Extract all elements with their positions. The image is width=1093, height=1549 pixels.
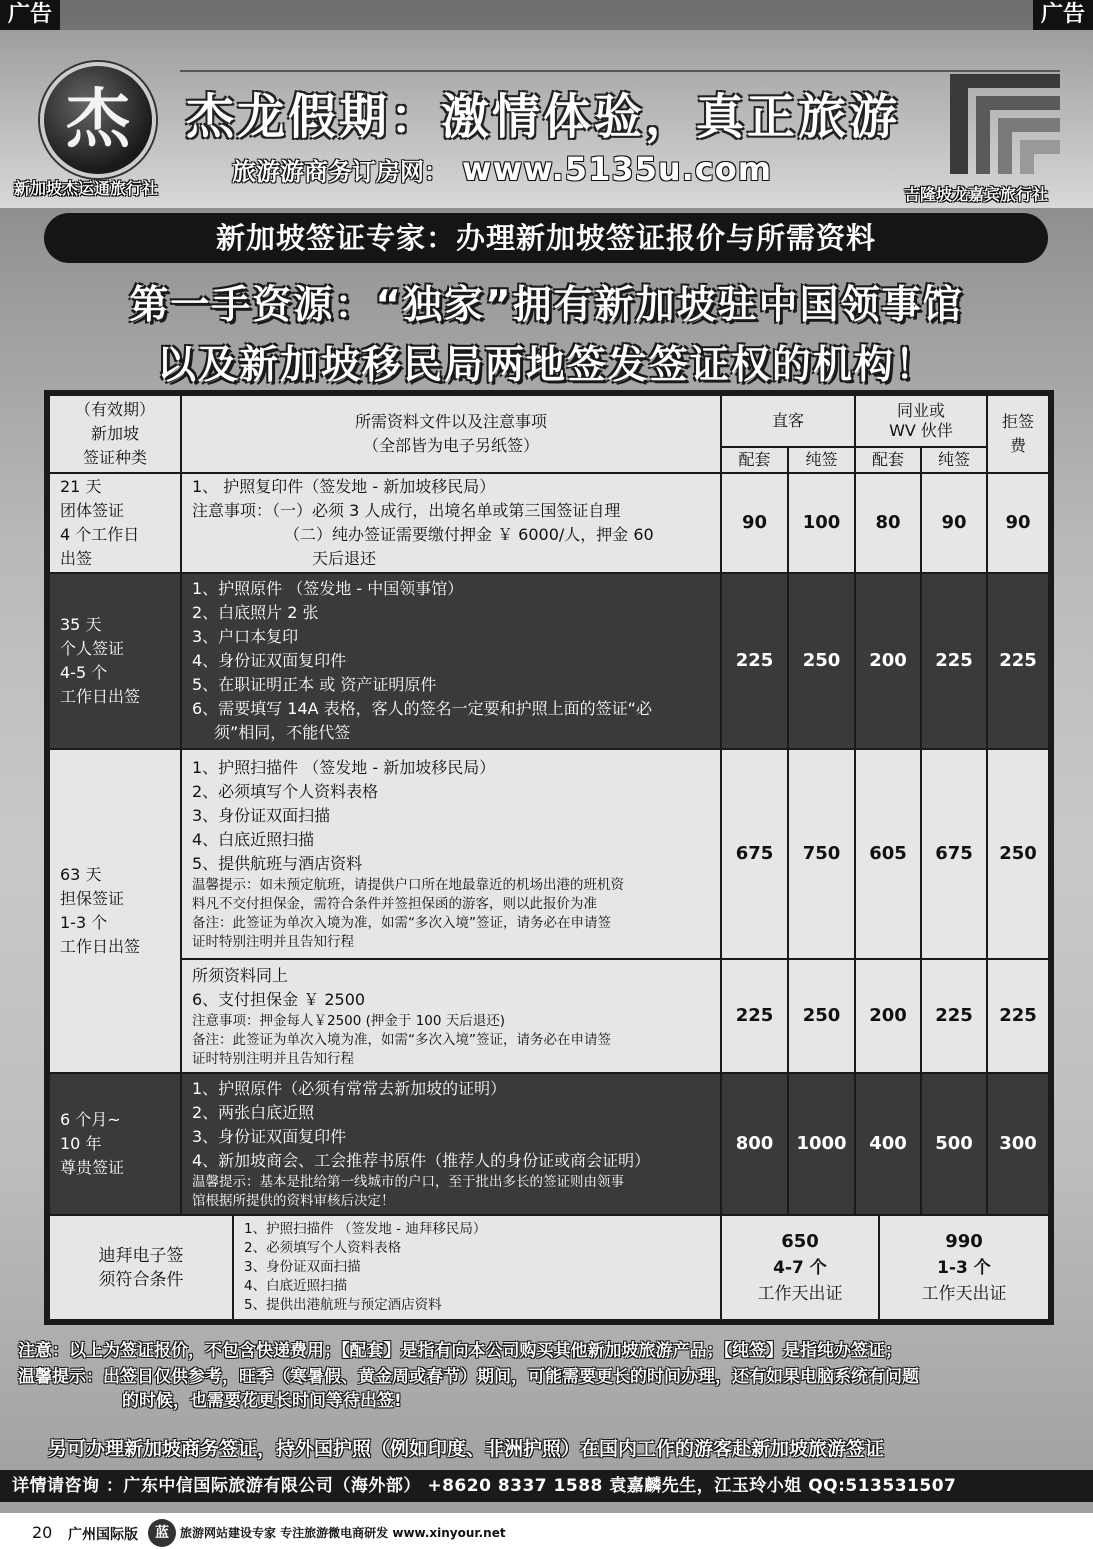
- note-line-2: 温馨提示：出签日仅供参考，旺季（寒暑假、黄金周或春节）期间，可能需要更长的时间办理，还有如果电脑系统有问题: [18, 1367, 919, 1387]
- row2-doc-line: 6、需要填写 14A 表格，客人的签名一定要和护照上面的签证“必: [192, 699, 652, 718]
- ad-tag-right: 广告: [1033, 0, 1093, 30]
- row2-type-line: 工作日出签: [60, 687, 141, 706]
- row2-doc-line: 2、白底照片 2 张: [192, 603, 319, 622]
- row1-doc-line: 1、 护照复印件（签发地 - 新加坡移民局）: [192, 477, 496, 496]
- row1-doc-line: （二）纯办签证需要缴付押金 ￥ 6000/人，押金 60: [284, 525, 654, 544]
- row2-type-line: 个人签证: [60, 639, 125, 658]
- row5-price-trade-pure: 500: [922, 1074, 986, 1214]
- row1-type-line: 4 个工作日: [60, 525, 140, 544]
- row2-type-line: 35 天: [60, 615, 102, 634]
- row3-doc-line: 4、白底近照扫描: [192, 830, 315, 849]
- row6-type-line: 须符合条件: [98, 1269, 184, 1290]
- header-subline: [232, 150, 772, 188]
- row2-doc-line: 1、护照原件 （签发地 - 中国领事馆）: [192, 579, 464, 598]
- row3-note-line: 温馨提示：如未预定航班，请提供户口所在地最靠近的机场出港的班机资: [192, 877, 624, 893]
- header-docs: [182, 396, 720, 472]
- row4-price-direct-pure: 250: [789, 960, 854, 1072]
- banner: 新加坡签证专家：办理新加坡签证报价与所需资料: [44, 213, 1048, 263]
- row2-doc-line: 4、身份证双面复印件: [192, 651, 347, 670]
- row5-doc-line: 4、新加坡商会、工会推荐书原件（推荐人的身份证或商会证明）: [192, 1151, 651, 1170]
- longjia-logo-icon: [950, 74, 1060, 174]
- note-line-3: 的时候，也需要花更长时间等待出签!: [122, 1391, 402, 1411]
- row3-note-line: 备注：此签证为单次入境为准，如需“多次入境”签证，请务必在申请签: [192, 915, 611, 931]
- header-title: 杰龙假期：激情体验，真正旅游: [186, 89, 901, 145]
- row3-price-direct-package: 675: [722, 750, 787, 958]
- row3-doc-line: 1、护照扫描件 （签发地 - 新加坡移民局）: [192, 758, 496, 777]
- row3-doc-line: 3、身份证双面扫描: [192, 806, 331, 825]
- row3-type: [50, 750, 180, 1072]
- row6-doc-line: 1、护照扫描件 （签发地 - 迪拜移民局）: [244, 1221, 487, 1237]
- row5-type-line: 6 个月~: [60, 1110, 121, 1129]
- row6-option-1: [722, 1216, 878, 1319]
- ad-tag-left: 广告: [0, 0, 60, 30]
- logo-left-caption: 新加坡杰运通旅行社: [14, 179, 159, 198]
- row6-doc-line: 3、身份证双面扫描: [244, 1259, 361, 1275]
- sub-label: 旅游游商务订房网：: [232, 158, 448, 186]
- row4-price-direct-package: 225: [722, 960, 787, 1072]
- row1-type-line: 团体签证: [60, 501, 125, 520]
- row6-option-2-note: 工作天出证: [921, 1283, 1007, 1304]
- row6-option-1-price: 650: [781, 1230, 819, 1252]
- header-direct: 直客: [722, 396, 854, 446]
- contact-bar: 详情请咨询 ：广东中信国际旅游有限公司（海外部） +8620 8337 1588 袁嘉麟先生，江玉玲小姐 QQ:513531507: [0, 1470, 1093, 1502]
- row5-price-direct-package: 800: [722, 1074, 787, 1214]
- row3-type-line: 1-3 个: [60, 913, 108, 932]
- row1-doc-line: 注意事项：（一）必须 3 人成行，出境名单或第三国签证自理: [192, 501, 621, 520]
- row2-price-trade-package: 200: [856, 574, 920, 748]
- website-url[interactable]: www.5135u.com: [462, 150, 773, 188]
- visa-price-table: [44, 390, 1054, 1325]
- row2-price-direct-pure: 250: [789, 574, 854, 748]
- row4-doc-line: 所须资料同上: [192, 965, 289, 985]
- header-trade: [856, 396, 986, 446]
- row2-doc-line: 5、在职证明正本 或 资产证明原件: [192, 675, 437, 694]
- row2-doc-line: 须”相同，不能代签: [214, 723, 351, 742]
- row6-doc-line: 4、白底近照扫描: [244, 1278, 348, 1294]
- footer: [0, 1513, 1093, 1549]
- row4-doc-line: 6、支付担保金 ￥ 2500: [192, 989, 366, 1009]
- header-visa-type-line: 签证种类: [82, 448, 147, 467]
- row4-price-refusal: 225: [988, 960, 1048, 1072]
- row6-doc-line: 2、必须填写个人资料表格: [244, 1240, 402, 1256]
- row3-type-line: 工作日出签: [60, 937, 141, 956]
- note-line-1: 注意：以上为签证报价，不包含快递费用；【配套】是指有向本公司购买其他新加坡旅游产品；【纯签】是指纯办签证；: [18, 1341, 902, 1361]
- lan-badge-icon: 蓝: [148, 1519, 176, 1547]
- row5-type-line: 尊贵签证: [60, 1158, 125, 1177]
- row1-price-direct-pure: 100: [789, 474, 854, 572]
- row3-price-trade-pure: 675: [922, 750, 986, 958]
- row1-type: [50, 474, 180, 572]
- row3-docs: [182, 750, 720, 958]
- row2-price-trade-pure: 225: [922, 574, 986, 748]
- row6-docs: [234, 1216, 720, 1319]
- header-trade-line: WV 伙伴: [889, 421, 953, 440]
- row6-option-1-days: 4-7 个: [773, 1257, 827, 1278]
- row1-type-line: 21 天: [60, 477, 102, 496]
- row1-doc-line: 天后退还: [312, 549, 377, 568]
- row3-price-trade-package: 605: [856, 750, 920, 958]
- header-trade-package: 配套: [856, 448, 920, 472]
- logo-right-caption: 吉隆坡龙嘉宾旅行社: [904, 185, 1049, 204]
- row4-note-line: 备注：此签证为单次入境为准，如需“多次入境”签证，请务必在申请签: [192, 1031, 611, 1048]
- row6-type-line: 迪拜电子签: [98, 1245, 184, 1266]
- row3-note-line: 证时特别注明并且告知行程: [192, 934, 354, 950]
- header-direct-package: 配套: [722, 448, 787, 472]
- header-direct-pure: 纯签: [789, 448, 854, 472]
- row3-doc-line: 2、必须填写个人资料表格: [192, 782, 379, 801]
- row1-docs: [182, 474, 720, 572]
- header-refusal-line: 费: [1009, 436, 1026, 455]
- row6-option-2-days: 1-3 个: [937, 1257, 991, 1278]
- header-visa-type-line: 新加坡: [90, 424, 139, 443]
- row4-note-line: 证时特别注明并且告知行程: [192, 1050, 354, 1067]
- row4-docs: [182, 960, 720, 1072]
- header-visa-type-line: （有效期）: [74, 400, 155, 419]
- row4-note-line: 注意事项：押金每人￥2500 (押金于 100 天后退还): [192, 1012, 506, 1029]
- row2-doc-line: 3、户口本复印: [192, 627, 299, 646]
- headline-1: 第一手资源：“独家”拥有新加坡驻中国领事馆: [129, 283, 964, 328]
- row2-type: [50, 574, 180, 748]
- header-docs-line: （全部皆为电子另纸签）: [362, 436, 539, 455]
- row3-price-direct-pure: 750: [789, 750, 854, 958]
- row5-doc-line: 1、护照原件（必须有常常去新加坡的证明）: [192, 1079, 507, 1098]
- publication-name: 广州国际版: [68, 1527, 138, 1543]
- header-visa-type: [50, 396, 180, 472]
- header-docs-line: 所需资料文件以及注意事项: [354, 412, 547, 431]
- row3-type-line: 63 天: [60, 865, 102, 884]
- row5-price-direct-pure: 1000: [789, 1074, 854, 1214]
- row1-type-line: 出签: [60, 549, 93, 568]
- row5-price-refusal: 300: [988, 1074, 1048, 1214]
- header-divider: [180, 70, 1060, 72]
- row2-price-refusal: 225: [988, 574, 1048, 748]
- header-trade-line: 同业或: [896, 401, 945, 420]
- row5-note-line: 馆根据所提供的资料审核后决定！: [192, 1193, 395, 1209]
- row4-price-trade-package: 200: [856, 960, 920, 1072]
- row2-price-direct-package: 225: [722, 574, 787, 748]
- header-trade-pure: 纯签: [922, 448, 986, 472]
- row3-doc-line: 5、提供航班与酒店资料: [192, 854, 363, 873]
- row5-doc-line: 3、身份证双面复印件: [192, 1127, 347, 1146]
- row6-type: [50, 1216, 232, 1319]
- row5-docs: [182, 1074, 720, 1214]
- row6-option-2-price: 990: [945, 1230, 983, 1252]
- row5-type-line: 10 年: [60, 1134, 102, 1153]
- row3-price-refusal: 250: [988, 750, 1048, 958]
- row3-note-line: 料凡不交付担保金，需符合条件并签担保函的游客，则以此报价为准: [192, 896, 597, 912]
- row2-docs: [182, 574, 720, 748]
- jie-logo-icon: 杰: [40, 62, 156, 178]
- row6-doc-line: 5、提供出港航班与预定酒店资料: [244, 1297, 442, 1313]
- row5-note-line: 温馨提示：基本是批给第一线城市的户口，至于批出多长的签证则由领事: [192, 1174, 624, 1190]
- headline-2: 以及新加坡移民局两地签发签证权的机构！: [156, 343, 936, 388]
- extra-service: 另可办理新加坡商务签证，持外国护照（例如印度、非洲护照）在国内工作的游客赴新加坡旅游签证: [48, 1438, 885, 1460]
- row5-type: [50, 1074, 180, 1214]
- row5-price-trade-package: 400: [856, 1074, 920, 1214]
- row1-price-direct-package: 90: [722, 474, 787, 572]
- header-refusal: [988, 396, 1048, 472]
- row1-price-trade-package: 80: [856, 474, 920, 572]
- row3-type-line: 担保签证: [60, 889, 125, 908]
- row6-option-1-note: 工作天出证: [757, 1283, 843, 1304]
- page-number: 20: [32, 1523, 53, 1542]
- row6-option-2: [880, 1216, 1048, 1319]
- row5-doc-line: 2、两张白底近照: [192, 1103, 315, 1122]
- row1-price-trade-pure: 90: [922, 474, 986, 572]
- row2-type-line: 4-5 个: [60, 663, 108, 682]
- row1-price-refusal: 90: [988, 474, 1048, 572]
- footer-slogan: 旅游网站建设专家 专注旅游微电商研发 www.xinyour.net: [180, 1526, 506, 1540]
- row4-price-trade-pure: 225: [922, 960, 986, 1072]
- header-refusal-line: 拒签: [1001, 412, 1034, 431]
